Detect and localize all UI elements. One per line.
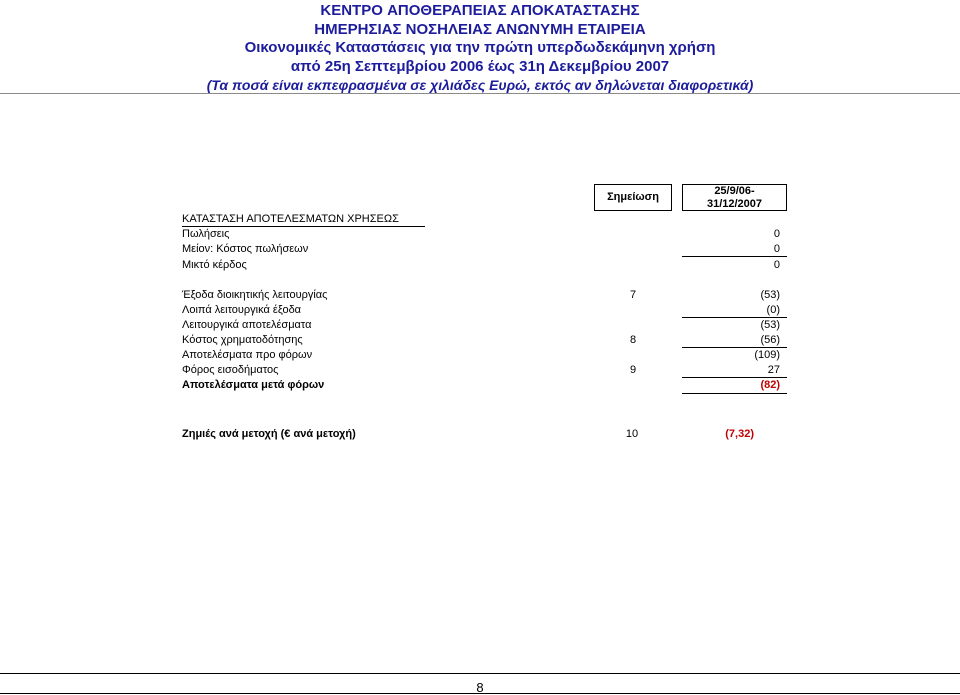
page-number: 8 — [476, 680, 484, 695]
row-note-admin-expenses: 7 — [629, 289, 637, 301]
row-value-admin-expenses: (53) — [760, 289, 780, 301]
row-value-cost-of-sales: 0 — [773, 243, 780, 255]
row-label-admin-expenses: Έξοδα διοικητικής λειτουργίας — [182, 289, 328, 301]
row-value-income-tax: 27 — [767, 364, 780, 376]
title-underline — [182, 226, 425, 227]
row-label-sales: Πωλήσεις — [182, 228, 230, 240]
row-label-income-tax: Φόρος εισοδήματος — [182, 364, 279, 376]
note-column-header-label: Σημείωση — [607, 191, 659, 203]
row-note-finance-cost: 8 — [629, 334, 637, 346]
header-divider — [0, 93, 960, 94]
row-label-gross-profit: Μικτό κέρδος — [182, 259, 247, 271]
company-name-line2: ΗΜΕΡΗΣΙΑΣ ΝΟΣΗΛΕΙΑΣ ΑΝΩΝΥΜΗ ΕΤΑΙΡΕΙΑ — [314, 20, 646, 38]
eps-label: Ζημιές ανά μετοχή (€ ανά μετοχή) — [182, 428, 356, 440]
rule-pre-tax — [682, 347, 787, 348]
row-value-other-expenses: (0) — [766, 304, 780, 316]
statements-title: Οικονομικές Καταστάσεις για την πρώτη υπερδωδεκάμηνη χρήση — [244, 39, 716, 56]
row-label-after-tax: Αποτελέσματα μετά φόρων — [182, 379, 325, 391]
row-value-pre-tax: (109) — [754, 349, 780, 361]
eps-note: 10 — [625, 428, 639, 440]
rule-gross-profit — [682, 256, 787, 257]
period-column-header — [682, 184, 787, 211]
rule-after-tax-bottom — [682, 393, 787, 394]
note-column-header — [594, 184, 672, 211]
row-label-finance-cost: Κόστος χρηματοδότησης — [182, 334, 303, 346]
period-header-line1: 25/9/06- — [714, 185, 755, 197]
rule-after-tax — [682, 377, 787, 378]
company-name: KENTPO ΑΠΟΘΕΡΑΠΕΙΑΣ ΑΠΟΚΑΤΑΣΤΑΣΗΣ — [320, 2, 640, 19]
document-header — [0, 2, 960, 95]
row-value-after-tax: (82) — [760, 379, 780, 391]
currency-note: (Τα ποσά είναι εκπεφρασμένα σε χιλιάδες Ευρώ, εκτός αν δηλώνεται διαφορετικά) — [206, 77, 754, 93]
period-header-line2: 31/12/2007 — [706, 198, 763, 210]
row-value-operating-results: (53) — [760, 319, 780, 331]
rule-operating-results — [682, 317, 787, 318]
row-label-cost-of-sales: Μείον: Κόστος πωλήσεων — [182, 243, 309, 255]
row-label-other-expenses: Λοιπά λειτουργικά έξοδα — [182, 304, 302, 316]
row-value-finance-cost: (56) — [760, 334, 780, 346]
period-title: από 25η Σεπτεμβρίου 2006 έως 31η Δεκεμβρίου 2007 — [290, 57, 670, 75]
row-value-gross-profit: 0 — [773, 259, 780, 271]
row-label-pre-tax: Αποτελέσματα προ φόρων — [182, 349, 313, 361]
eps-value: (7,32) — [725, 428, 754, 440]
row-label-operating-results: Λειτουργικά αποτελέσματα — [182, 319, 312, 331]
statement-title: ΚΑΤΑΣΤΑΣΗ ΑΠΟΤΕΛΕΣΜΑΤΩΝ ΧΡΗΣΕΩΣ — [182, 213, 399, 225]
row-note-income-tax: 9 — [629, 364, 637, 376]
row-value-sales: 0 — [773, 228, 780, 240]
